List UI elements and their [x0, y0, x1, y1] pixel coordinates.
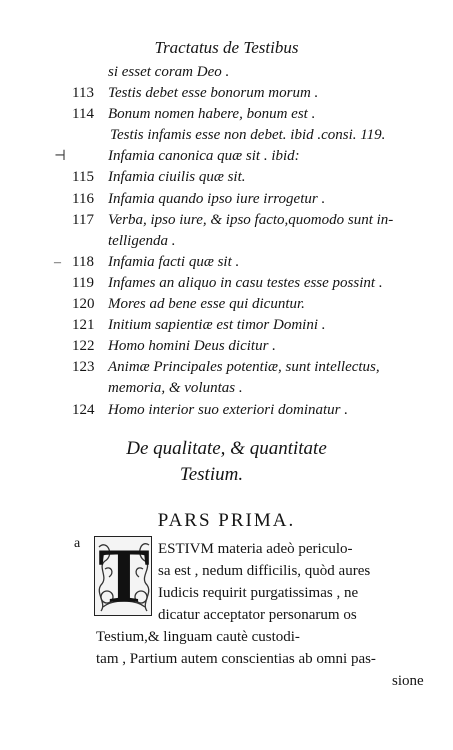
- section-title-line-2: Testium.: [179, 464, 244, 485]
- body-line: Iudicis requirit purgatissimas , ne: [158, 585, 359, 601]
- section-title-line-1: De qualitate, & quantitate: [126, 438, 327, 459]
- toc-entry: [72, 231, 432, 252]
- toc-entry: [72, 273, 432, 294]
- toc-entry-number: 124: [72, 401, 95, 418]
- toc-entry-number: 117: [72, 211, 94, 228]
- toc-entry: [72, 62, 432, 83]
- toc-entry-text: Infamia ciuilis quæ sit.: [108, 169, 246, 186]
- toc-entry-text: memoria, & voluntas .: [108, 380, 243, 397]
- toc-entry: [72, 189, 432, 210]
- dropcap-letter: T: [97, 536, 151, 616]
- toc-entry: [72, 104, 432, 125]
- body-line: sione: [392, 673, 424, 689]
- toc-entry: [72, 378, 432, 399]
- pars-heading: PARS PRIMA.: [157, 510, 296, 531]
- toc-entry: [72, 167, 432, 188]
- toc-entry-text: Homo homini Deus dicitur .: [108, 338, 276, 355]
- toc-entry-text: Bonum nomen habere, bonum est .: [108, 106, 316, 123]
- toc-entry: [72, 400, 432, 421]
- toc-entry-text: si esset coram Deo .: [108, 64, 230, 80]
- toc-entry-number: 116: [72, 190, 94, 207]
- toc-entry-number: 114: [72, 106, 94, 123]
- toc-entry: [54, 146, 432, 167]
- toc-entry-text: Verba, ipso iure, & ipso facto,quomodo sunt in-: [108, 211, 394, 228]
- running-head: Tractatus de Testibus: [154, 38, 299, 57]
- toc-entry: [72, 294, 432, 315]
- toc-entry: [72, 357, 432, 378]
- toc-entry: [72, 125, 432, 146]
- toc-entry: [72, 83, 432, 104]
- toc-entry-text: Mores ad bene esse qui dicuntur.: [108, 296, 305, 313]
- toc-entry-text: Homo interior suo exteriori dominatur .: [108, 401, 348, 418]
- toc-entry-number: 118: [72, 253, 94, 270]
- toc-entry-text: Infamia canonica quæ sit . ibid:: [108, 148, 300, 165]
- toc-entry-text: Infames an aliquo in casu testes esse possint .: [108, 274, 383, 291]
- toc-entry-number: 121: [72, 317, 95, 334]
- table-of-contents: [54, 62, 432, 421]
- toc-entry: [72, 336, 432, 357]
- toc-entry-number: 115: [72, 169, 94, 186]
- margin-mark: ⊣: [54, 149, 67, 165]
- toc-entry-text: Infamia quando ipso iure irrogetur .: [108, 190, 326, 207]
- toc-entry-text: telligenda .: [108, 232, 176, 249]
- body-line: tam , Partium autem conscientias ab omni pas-: [96, 651, 376, 667]
- toc-entry-text: Infamia facti quæ sit .: [108, 253, 240, 270]
- toc-entry-text: Initium sapientiæ est timor Domini .: [108, 317, 326, 334]
- toc-entry: [72, 315, 432, 336]
- margin-mark: –: [54, 254, 61, 270]
- toc-entry-text: Testis infamis esse non debet. ibid .consi. 119.: [110, 127, 386, 144]
- toc-entry-number: 119: [72, 274, 94, 291]
- body-line: Testium,& linguam cautè custodi-: [96, 629, 300, 645]
- toc-entry-number: 120: [72, 296, 95, 313]
- body-line: ESTIVM materia adeò periculo-: [158, 541, 353, 557]
- toc-entry-text: Animæ Principales potentiæ, sunt intellectus,: [108, 359, 380, 376]
- toc-entry-text: Testis debet esse bonorum morum .: [108, 85, 319, 102]
- toc-entry: [72, 210, 432, 231]
- toc-entry-number: 113: [72, 85, 94, 102]
- toc-entry: [54, 252, 432, 273]
- toc-entry-number: 122: [72, 338, 95, 355]
- toc-entry-number: 123: [72, 359, 95, 376]
- margin-note-marker: a: [74, 536, 81, 551]
- ornamental-initial: [94, 536, 152, 616]
- body-line: dicatur acceptator personarum os: [158, 607, 357, 623]
- section-title: [0, 436, 453, 488]
- body-line: sa est , nedum difficilis, quòd aures: [158, 563, 371, 579]
